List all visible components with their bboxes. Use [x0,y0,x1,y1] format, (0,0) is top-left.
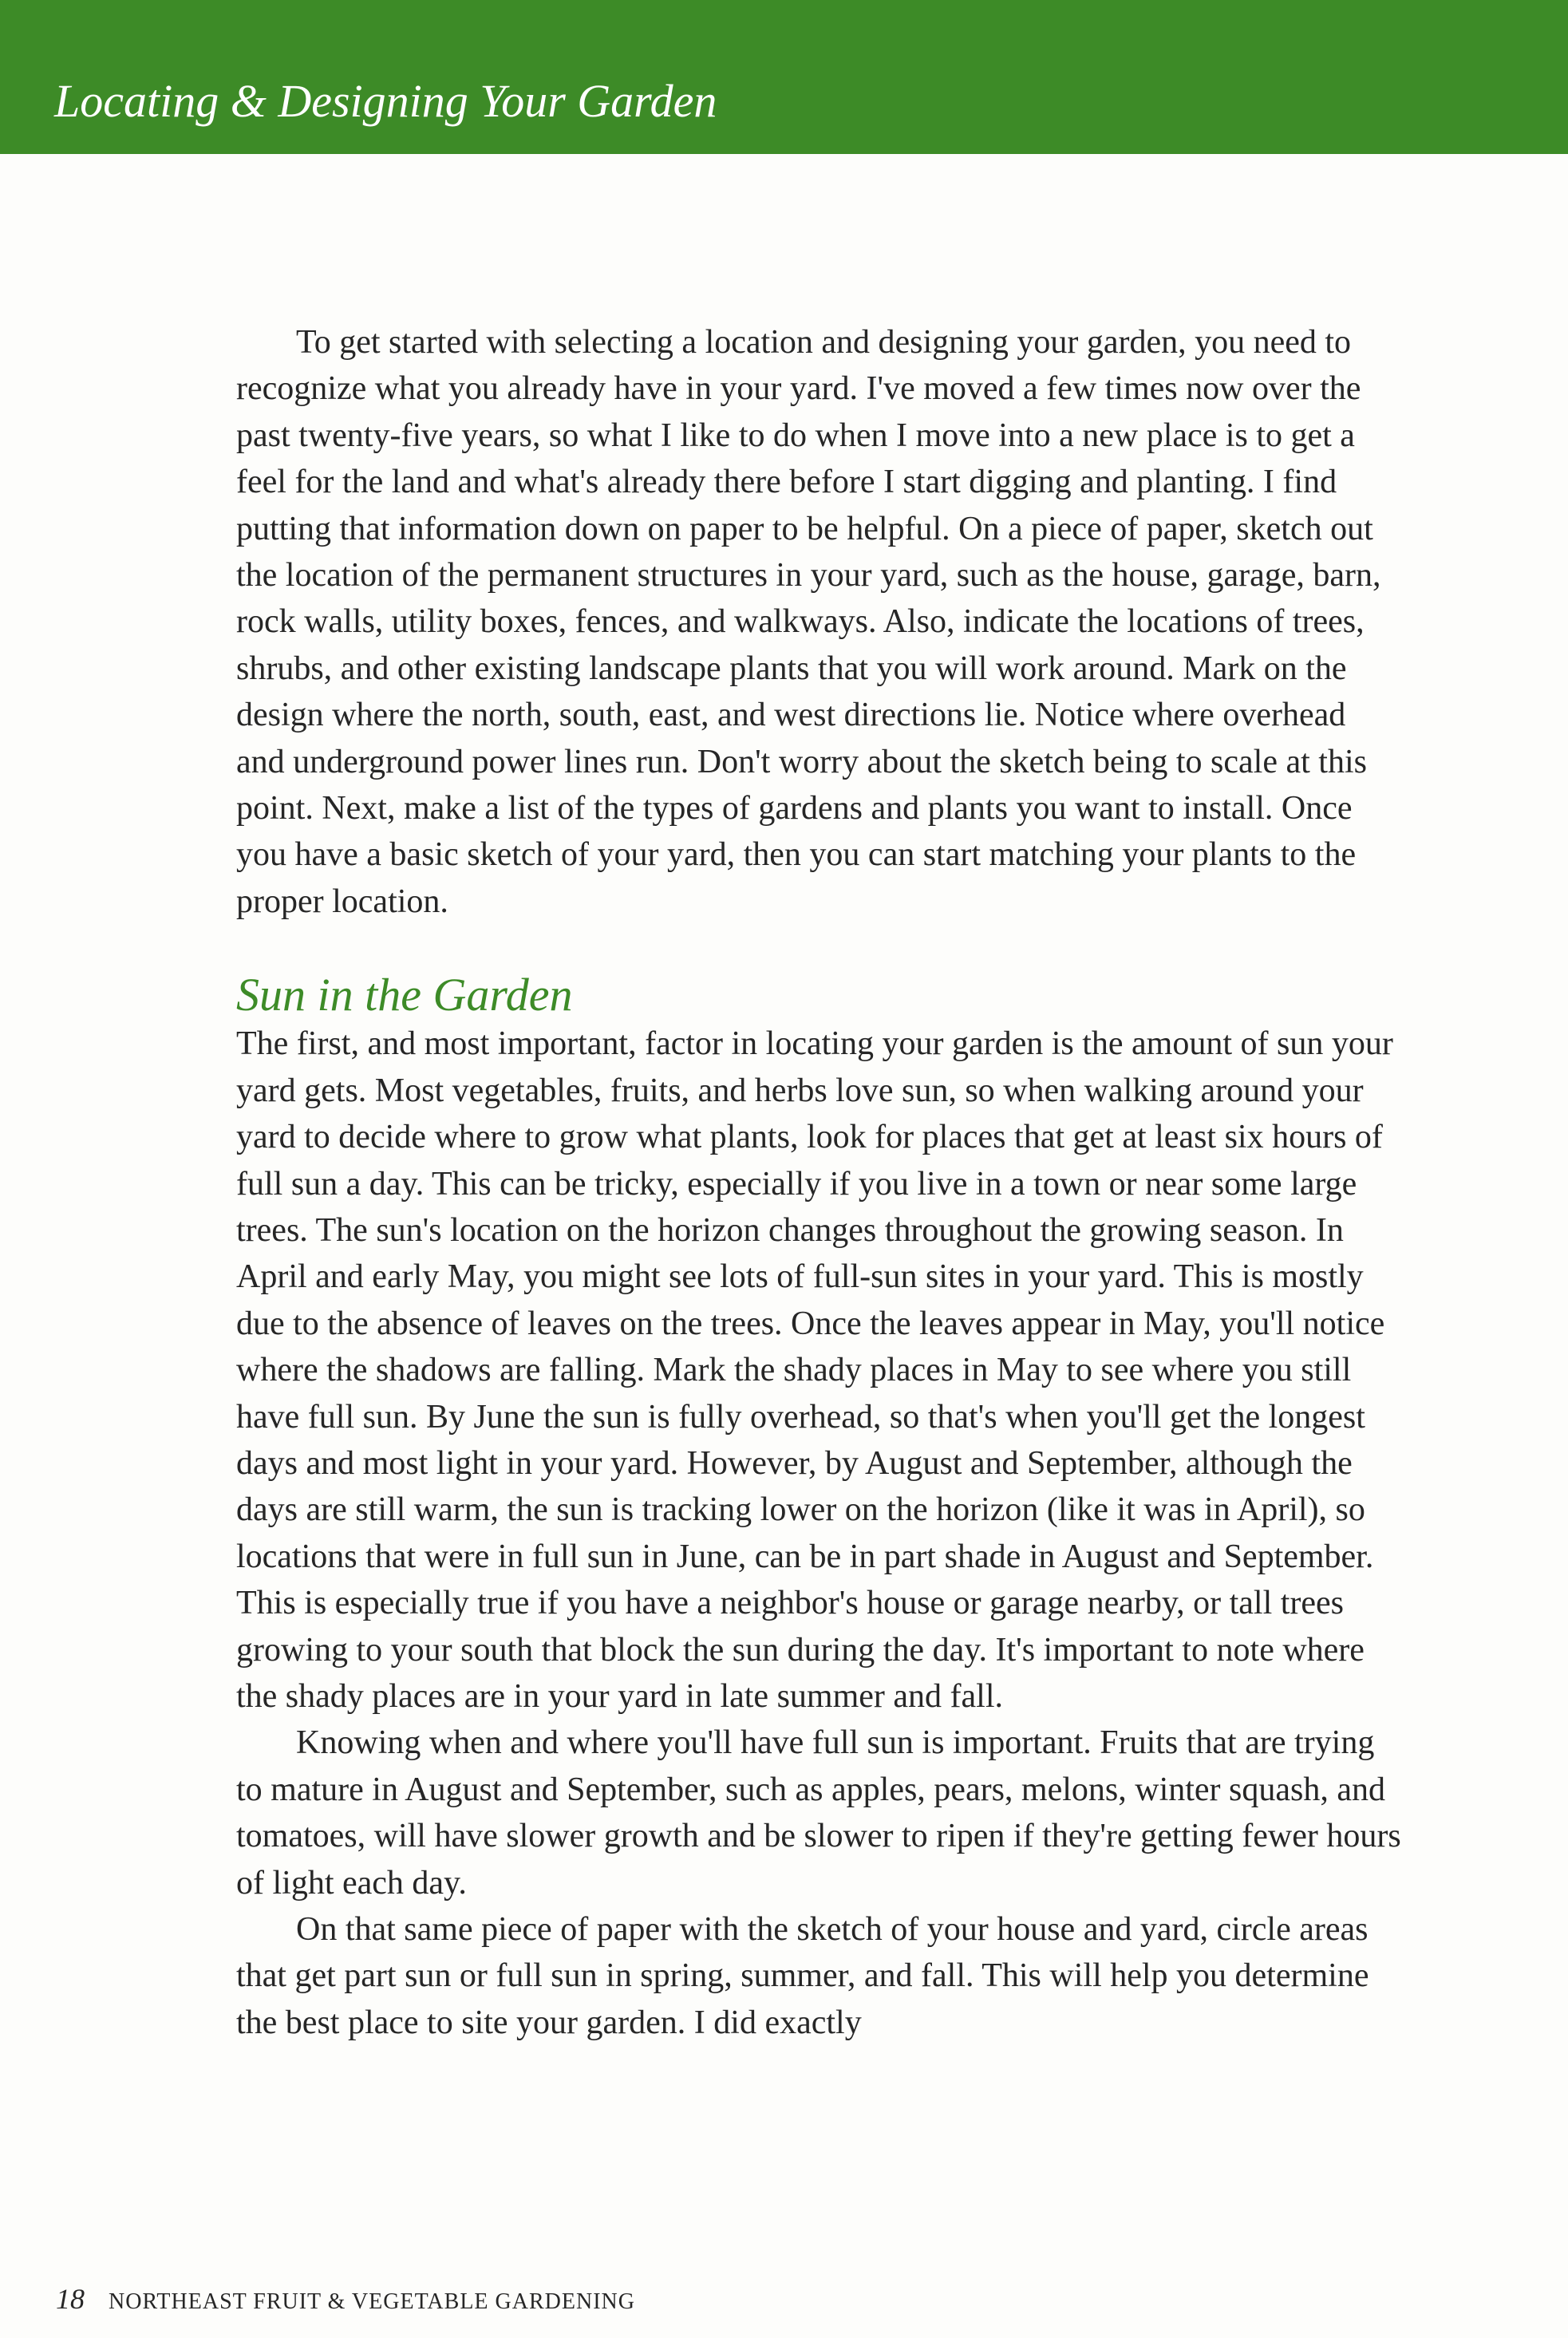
section-paragraph-2: Knowing when and where you'll have full sun is important. Fruits that are trying to mature in August and September, such as apples, pears, melons, winter squash, and tomatoes, will have slower growth and be slower to ripen if they're getting fewer hours of light each day. [236,1724,1401,1902]
section-heading: Sun in the Garden [236,969,573,1021]
page-number: 18 [56,2283,85,2315]
section-paragraph-3: On that same piece of paper with the sketch of your house and yard, circle areas that get part sun or full sun in spring, summer, and fall. This will help you determine the best place to site your garden. I did exactly [236,1911,1369,2041]
running-title: NORTHEAST FRUIT & VEGETABLE GARDENING [109,2289,635,2314]
intro-paragraph: To get started with selecting a location and designing your garden, you need to recognize what you already have in your yard. I've moved a few times now over the past twenty-five years, so what I like to do when I move into a new place is to get a feel for the land and what's already there before I start digging and planting. I find putting that information down on paper to be helpful. On a piece of paper, sketch out the location of the permanent structures in your yard, such as the house, garage, barn, rock walls, utility boxes, fences, and walkways. Also, indicate the locations of trees, shrubs, and other existing landscape plants that you will work around. Mark on the design where the north, south, east, and west directions lie. Notice where overhead and underground power lines run. Don't worry about the sketch being to scale at this point. Next, make a list of the types of gardens and plants you want to install. Once you have a basic sketch of your yard, then you can start matching your plants to the proper location. [236,324,1381,920]
chapter-title: Locating & Designing Your Garden [54,75,717,127]
header-band [0,0,1568,154]
page-footer [56,2282,635,2316]
page-content [236,319,1401,2046]
section-paragraph-1: The first, and most important, factor in locating your garden is the amount of sun your yard gets. Most vegetables, fruits, and herbs love sun, so when walking around your yard to decide where to grow what plants, look for places that get at least six hours of full sun a day. This can be tricky, especially if you live in a town or near some large trees. The sun's location on the horizon changes throughout the growing season. In April and early May, you might see lots of full-sun sites in your yard. This is mostly due to the absence of leaves on the trees. Once the leaves appear in May, you'll notice where the shadows are falling. Mark the shady places in May to see where you still have full sun. By June the sun is fully overhead, so that's when you'll get the longest days and most light in your yard. However, by August and September, although the days are still warm, the sun is tracking lower on the horizon (like it was in April), so locations that were in full sun in June, can be in part shade in August and September. This is especially true if you have a neighbor's house or garage nearby, or tall trees growing to your south that block the sun during the day. It's important to note where the shady places are in your yard in late summer and fall. [236,1025,1393,1715]
